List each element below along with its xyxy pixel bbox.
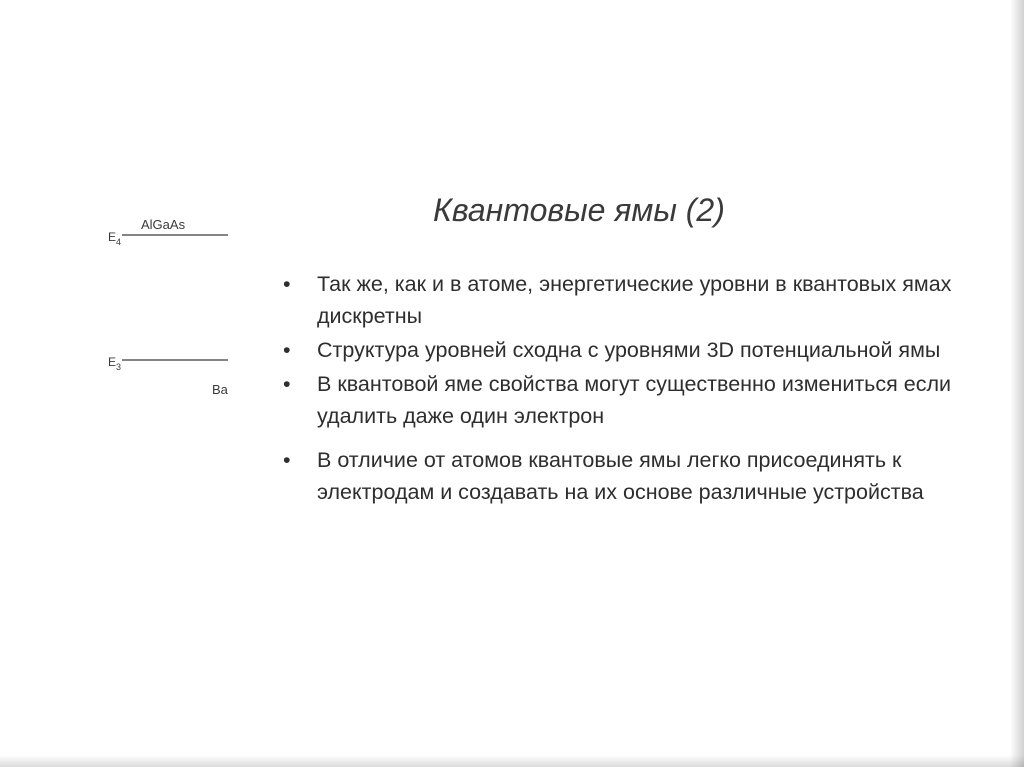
level-e3-name: E bbox=[108, 355, 117, 369]
bullet-item bbox=[283, 268, 983, 332]
energy-level-svg bbox=[108, 205, 238, 405]
bullet-text: В квантовой яме свойства могут существенно измениться если удалить даже один электрон bbox=[317, 372, 952, 428]
level-e3-label bbox=[108, 355, 121, 372]
slide-title: Квантовые ямы (2) bbox=[433, 192, 725, 228]
page-shadow-right bbox=[1010, 0, 1024, 767]
level-e4-label bbox=[108, 230, 121, 247]
bullet-dot: • bbox=[283, 372, 291, 396]
page-shadow-bottom bbox=[0, 755, 1024, 767]
bullet-item bbox=[283, 444, 983, 508]
bullet-text: Структура уровней сходна с уровнями 3D потенциальной ямы bbox=[317, 338, 941, 362]
level-e3-index: 3 bbox=[116, 362, 122, 372]
bullet-list bbox=[283, 268, 983, 510]
bullet-dot: • bbox=[283, 272, 291, 296]
bullet-text: В отличие от атомов квантовые ямы легко присоединять к электродам и создавать на их основе различные устройства bbox=[317, 448, 924, 504]
level-e4-index: 4 bbox=[116, 237, 122, 247]
bullet-item bbox=[283, 334, 983, 366]
bullet-dot: • bbox=[283, 448, 291, 472]
corner-label: Ba bbox=[212, 382, 228, 397]
material-label: AlGaAs bbox=[141, 217, 186, 232]
energy-level-diagram bbox=[108, 205, 238, 405]
bullet-item bbox=[283, 368, 983, 432]
bullet-dot: • bbox=[283, 338, 291, 362]
bullet-text: Так же, как и в атоме, энергетические уровни в квантовых ямах дискретны bbox=[317, 272, 952, 328]
level-e4-name: E bbox=[108, 230, 117, 244]
